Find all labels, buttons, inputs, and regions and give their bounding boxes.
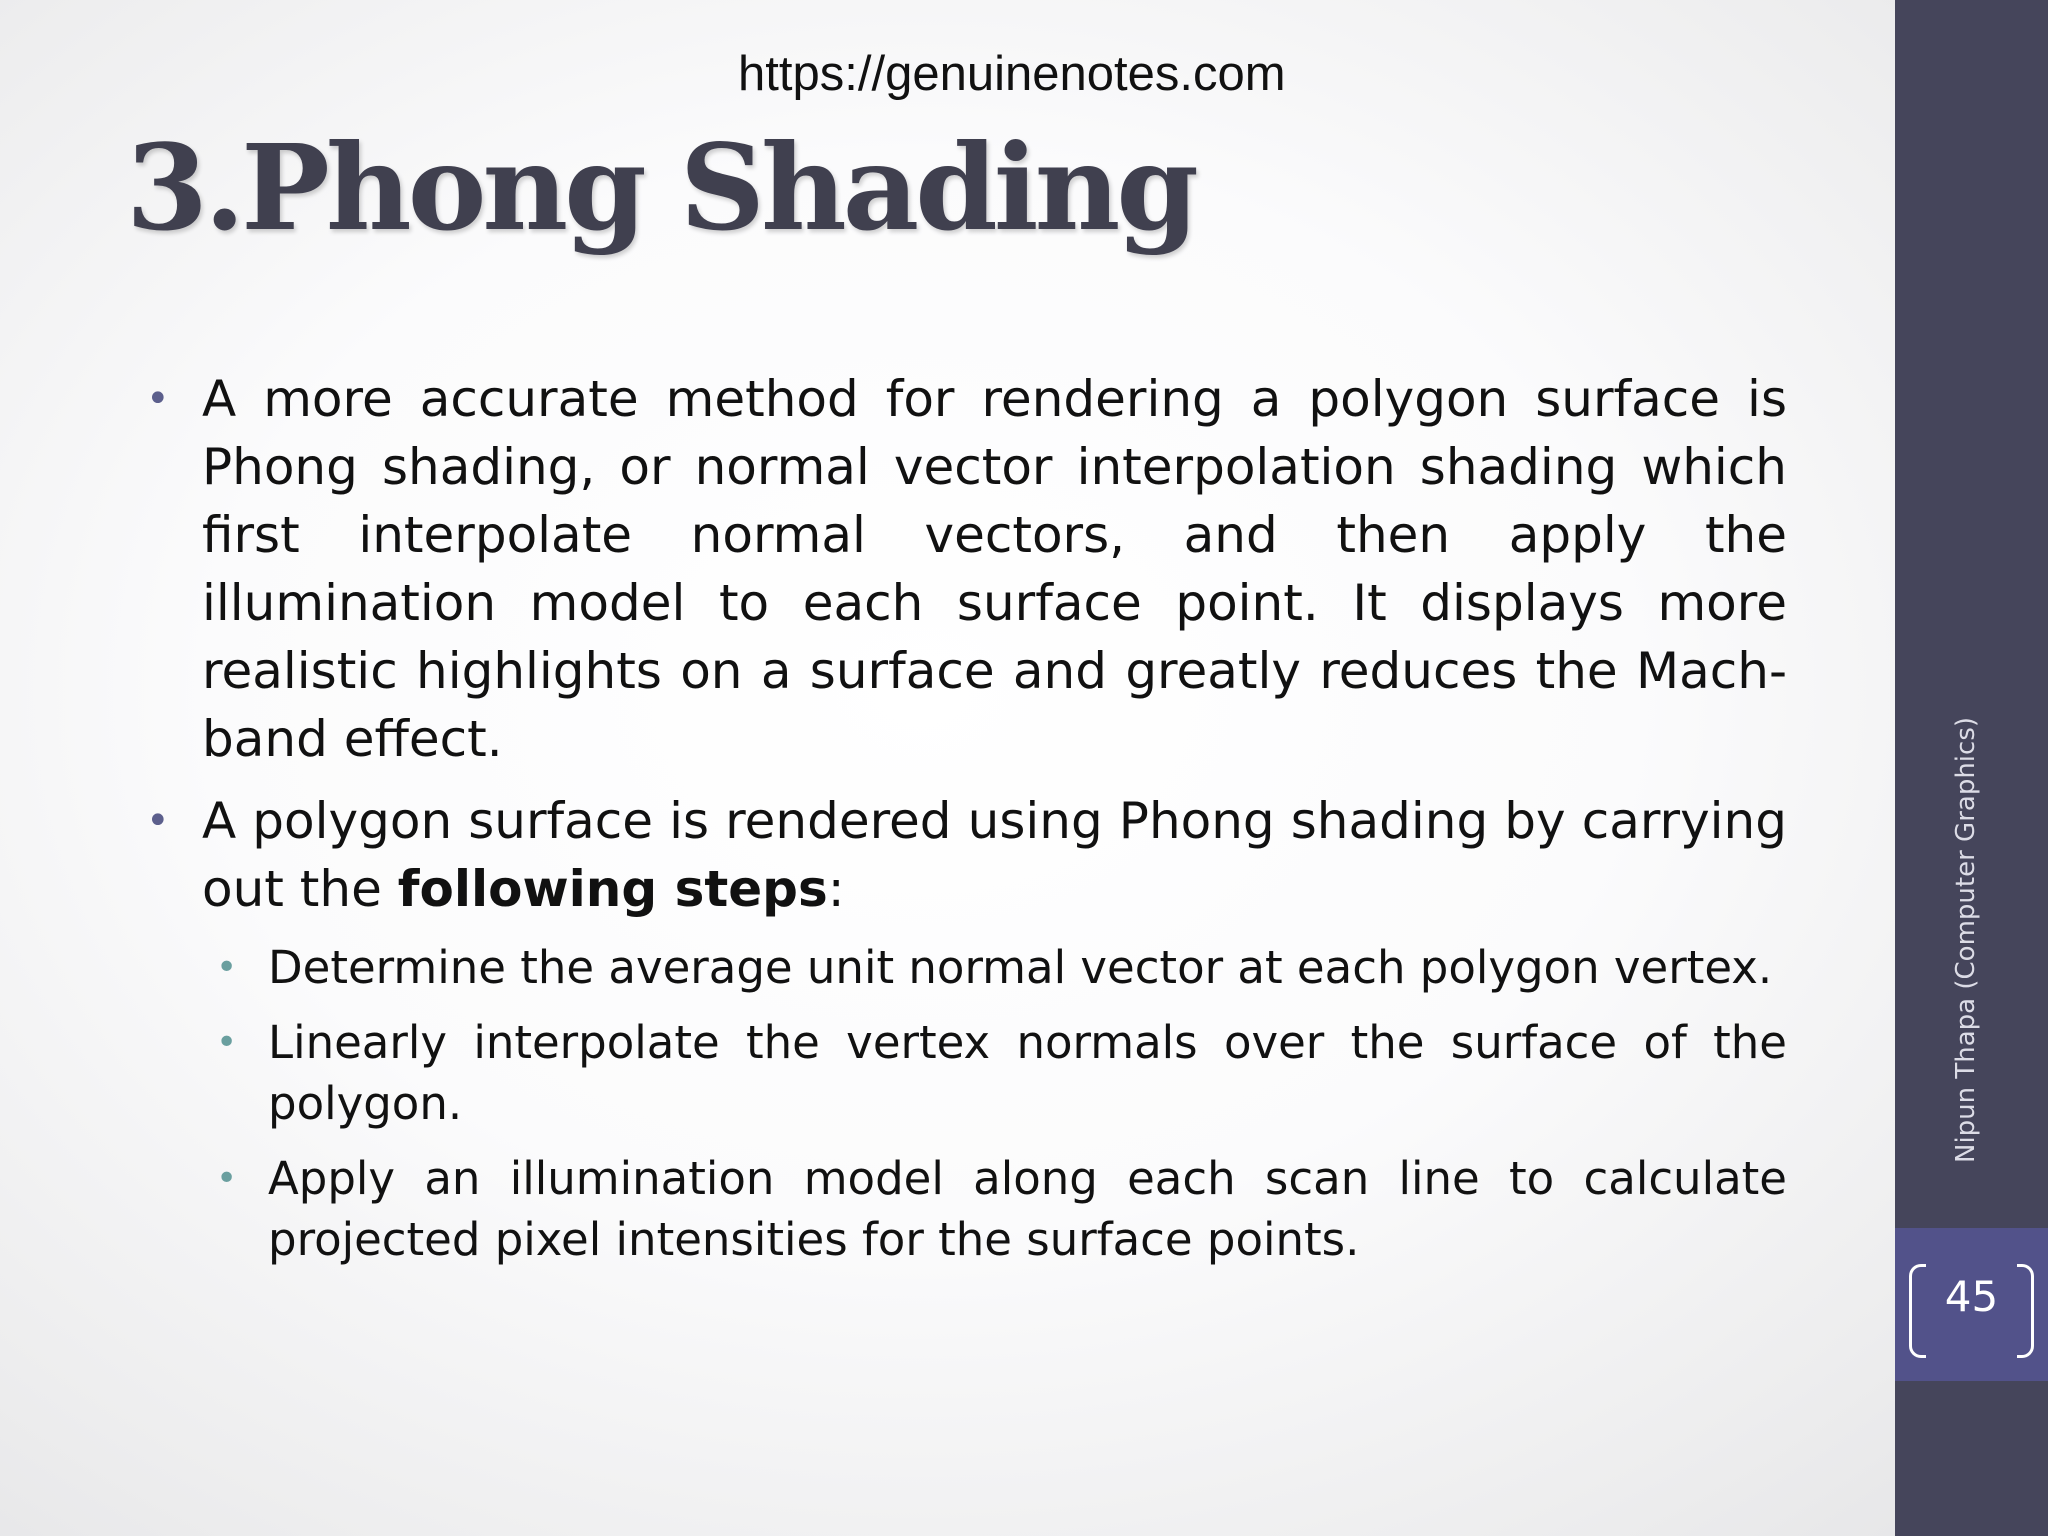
bullet-bold-text: following steps [397, 860, 828, 918]
sub-bullet-text: Determine the average unit normal vector at each polygon vertex. [268, 941, 1773, 994]
bullet-text: A more accurate method for rendering a polygon surface is Phong shading, or normal vector interpolation shading which first interpolate normal vectors, and then apply the illumination model to each surface point. It displays more realistic highlights on a surface and greatly reduces the Mach-band effect. [202, 370, 1787, 768]
bullet-item [140, 787, 1787, 923]
sub-bullet-item [206, 1148, 1787, 1270]
sub-bullet-item [206, 1012, 1787, 1134]
bullet-item [140, 365, 1787, 773]
source-url: https://genuinenotes.com [738, 47, 1286, 101]
slide-title: 3.Phong Shading [126, 118, 1195, 257]
author-caption: Nipun Thapa (Computer Graphics) [1951, 716, 1981, 1164]
page-number-box [1895, 1228, 2048, 1381]
page-number: 45 [1944, 1272, 1999, 1321]
sub-bullet-text: Linearly interpolate the vertex normals over the surface of the polygon. [268, 1016, 1787, 1130]
bullet-text-end: : [827, 860, 845, 918]
sub-bullet-list [206, 937, 1787, 1270]
sub-bullet-text: Apply an illumination model along each scan line to calculate projected pixel intensities for the surface points. [268, 1152, 1787, 1266]
slide-content [140, 365, 1787, 1284]
sub-bullet-item [206, 937, 1787, 998]
bullet-text: A polygon surface is rendered using Phong shading by carrying out the [202, 792, 1787, 918]
